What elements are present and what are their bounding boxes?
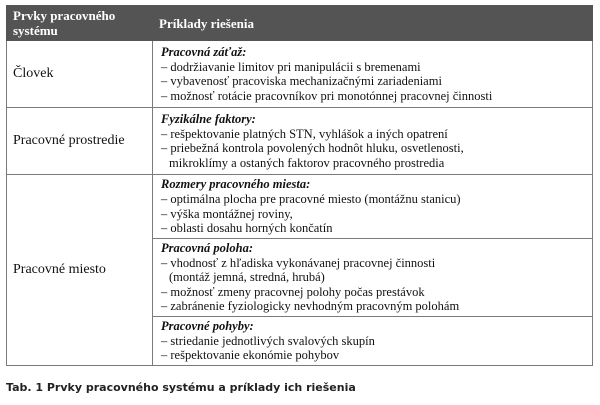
list-item: – zabránenie fyziologicky nevhodným pracovným polohám [161, 299, 460, 313]
list-item: – priebežná kontrola povolených hodnôt hluku, osvetlenosti, [161, 141, 464, 156]
list-item: mikroklímy a ostaných faktorov pracovného prostredia [169, 155, 445, 170]
table-caption: Tab. 1 Prvky pracovného systému a príklady ich riešenia [6, 381, 356, 394]
block-heading: Fyzikálne faktory: [161, 111, 256, 126]
list-item: – rešpektovanie platných STN, vyhlášok a iných opatrení [161, 126, 448, 141]
list-item: – možnosť zmeny pracovnej polohy počas prestávok [161, 284, 425, 299]
table-row [7, 41, 593, 108]
ergonomics-table [6, 5, 593, 366]
list-item: – vybavenosť pracoviska mechanizačnými zariadeniami [161, 74, 442, 89]
table-header-row [7, 6, 593, 41]
list-item: – možnosť rotácie pracovníkov pri monotónnej pracovnej činnosti [161, 88, 493, 103]
row-label: Človek [7, 41, 153, 108]
solution-block [153, 110, 592, 173]
row-label: Pracovné miesto [7, 175, 153, 366]
block-heading: Pracovné pohyby: [161, 318, 254, 333]
solution-block [153, 316, 592, 365]
row-solutions [153, 108, 593, 175]
block-heading: Pracovná poloha: [161, 240, 254, 255]
block-heading: Pracovná záťaž: [161, 44, 247, 59]
list-item: – oblasti dosahu horných končatín [161, 221, 333, 235]
list-item: – vhodnosť z hľadiska vykonávanej pracovnej činnosti [161, 255, 436, 270]
list-item: – rešpektovanie ekonómie pohybov [161, 348, 340, 362]
list-item: – výška montážnej roviny, [161, 206, 293, 221]
table-row [7, 175, 593, 366]
list-item: – striedanie jednotlivých svalových skupín [161, 333, 375, 348]
list-item: – optimálna plocha pre pracovné miesto (montážnu stanicu) [161, 192, 461, 206]
solution-block [153, 175, 592, 238]
header-examples: Príklady riešenia [153, 6, 593, 41]
list-item: (montáž jemná, stredná, hrubá) [169, 270, 325, 284]
solution-block [153, 43, 592, 106]
row-label: Pracovné prostredie [7, 108, 153, 175]
row-solutions [153, 41, 593, 108]
solution-block [153, 238, 592, 316]
list-item: – dodržiavanie limitov pri manipulácii s bremenami [161, 59, 421, 74]
header-elements: Prvky pracovného systému [7, 6, 153, 41]
row-solutions [153, 175, 593, 366]
table-row [7, 108, 593, 175]
block-heading: Rozmery pracovného miesta: [161, 177, 311, 191]
